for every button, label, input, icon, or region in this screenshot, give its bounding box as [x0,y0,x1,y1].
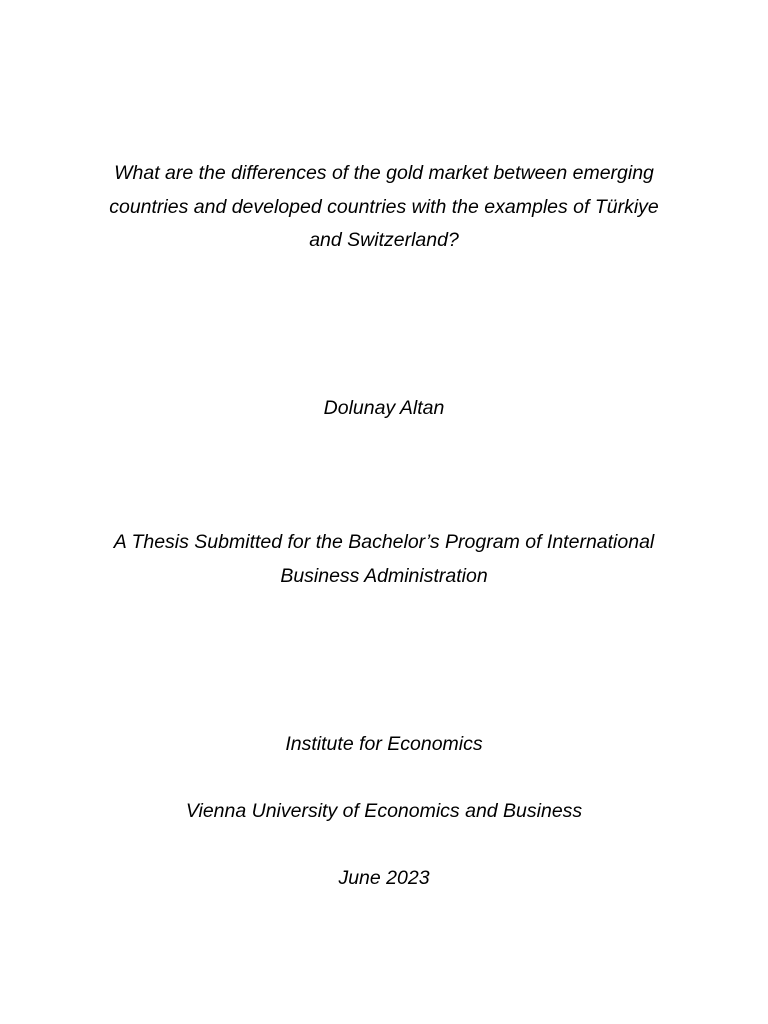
author-name: Dolunay Altan [323,397,445,419]
thesis-title-line-3: and Switzerland? [309,229,459,251]
thesis-statement-line-1: A Thesis Submitted for the Bachelor’s Program of International [113,531,655,553]
submission-date: June 2023 [338,867,430,889]
thesis-title [0,157,768,258]
institute-name: Institute for Economics [285,733,483,755]
university-name: Vienna University of Economics and Business [185,800,583,822]
thesis-title-line-1: What are the differences of the gold market between emerging [114,162,654,184]
thesis-statement [0,526,768,593]
thesis-statement-line-2: Business Administration [280,564,488,587]
thesis-title-line-2: countries and developed countries with the examples of Türkiye [109,195,659,218]
